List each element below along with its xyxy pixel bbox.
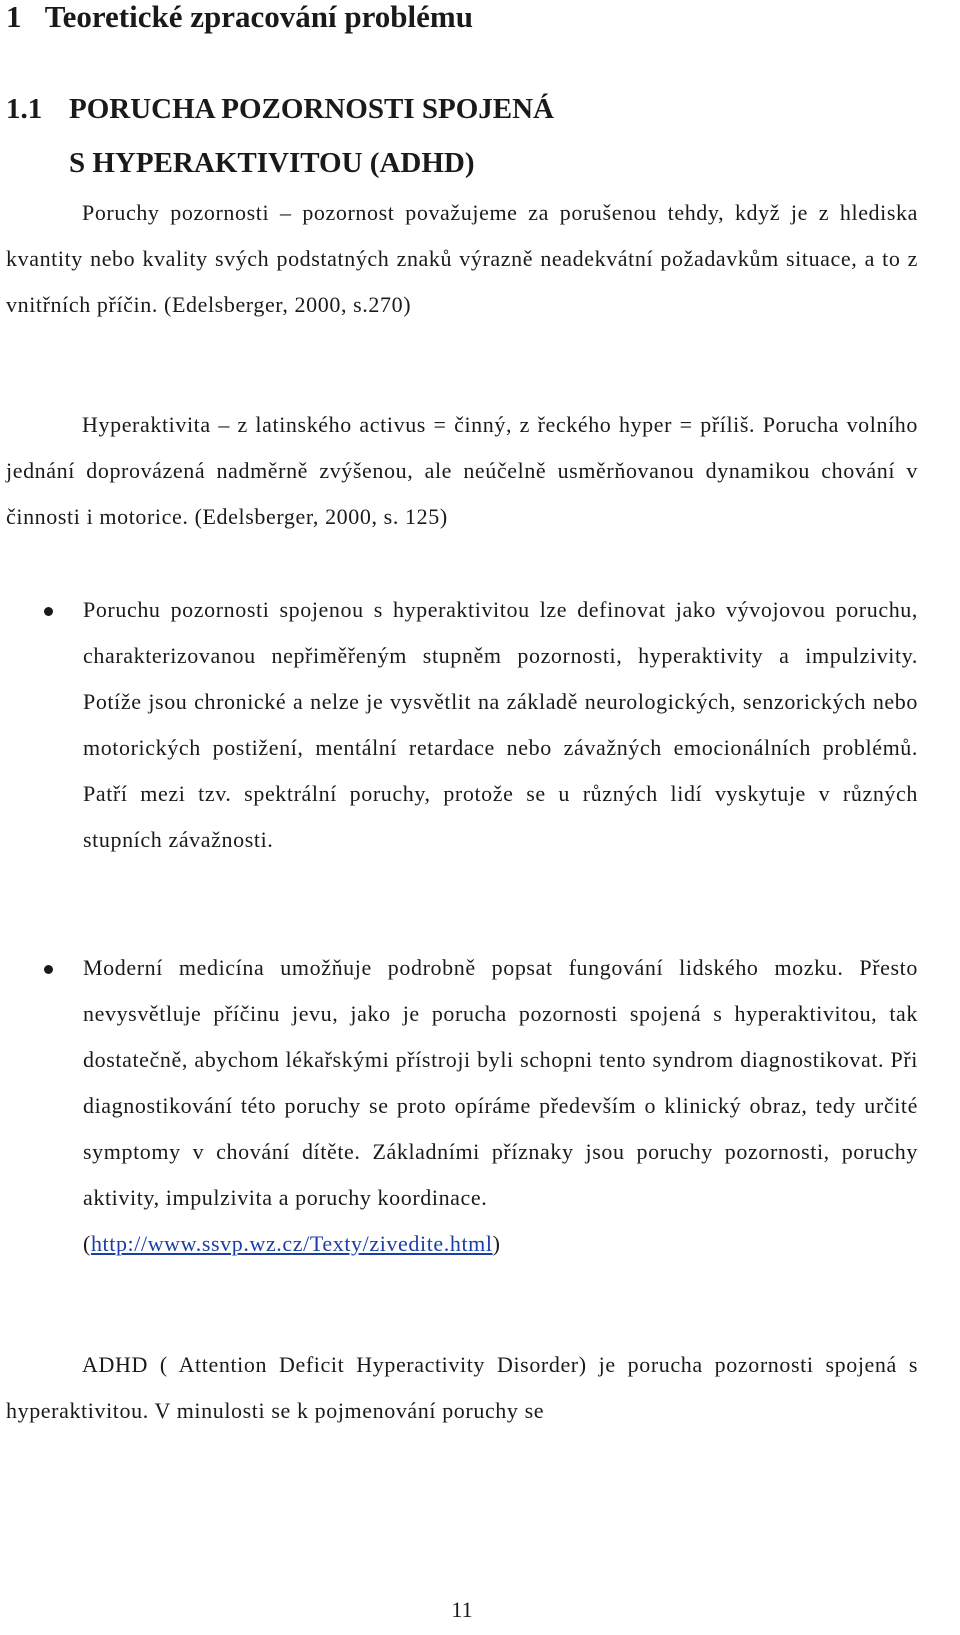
link-open-paren: ( [83, 1231, 91, 1256]
paragraph-text: ADHD ( Attention Deficit Hyperactivity Disorder) je porucha pozornosti spojená s hyperaktivitou. V minulosti se k pojmenování poruchy se [6, 1352, 918, 1423]
paragraph-hyperactivity-definition [6, 402, 918, 540]
list-item-text [83, 945, 918, 1267]
chapter-title: Teoretické zpracování problému [44, 0, 473, 34]
paragraph-text: Poruchy pozornosti – pozornost považujeme za porušenou tehdy, když je z hlediska kvantity nebo kvality svých podstatných znaků výrazně neadekvátní požadavkům situace, a to z vnitřních příčin. (Edelsberger, 2000, s.270) [6, 200, 918, 317]
bullet-icon [44, 607, 53, 616]
paragraph-adhd-intro [6, 1342, 918, 1434]
section-number: 1.1 [6, 93, 43, 125]
chapter-heading [6, 0, 473, 34]
chapter-number: 1 [6, 0, 22, 34]
page-number: 11 [451, 1597, 473, 1622]
paragraph-text: Hyperaktivita – z latinského activus = činný, z řeckého hyper = příliš. Porucha volního jednání doprovázená nadměrně zvýšenou, ale neúčelně usměrňovanou dynamikou chování v činnosti i motorice. (Edelsberger, 2000, s. 125) [6, 412, 918, 529]
list-item-text: Poruchu pozornosti spojenou s hyperaktivitou lze definovat jako vývojovou poruchu, charakterizovanou nepřiměřeným stupněm pozornosti, hyperaktivity a impulzivity. Potíže jsou chronické a nelze je vysvětlit na základě neurologických, senzorických nebo motorických postižení, mentální retardace nebo závažných emocionálních problémů. Patří mezi tzv. spektrální poruchy, protože se u různých lidí vyskytuje v různých stupních závažnosti. [83, 597, 918, 852]
link-close-paren: ) [492, 1231, 501, 1256]
bullet-icon [44, 965, 53, 974]
list-item-body: Moderní medicína umožňuje podrobně popsat fungování lidského mozku. Přesto nevysvětluje příčinu jevu, jako je porucha pozornosti spojená s hyperaktivitou, tak dostatečně, abychom lékařskými přístroji byli schopni tento syndrom diagnostikovat. Při diagnostikování této poruchy se proto opíráme především o klinický obraz, tedy určité symptomy v chování dítěte. Základními příznaky jsou poruchy pozornosti, poruchy aktivity, impulzivita a poruchy koordinace. [83, 955, 918, 1210]
section-title: PORUCHA POZORNOSTI SPOJENÁ S HYPERAKTIVITOU (ADHD) [69, 93, 554, 179]
source-link[interactable]: http://www.ssvp.wz.cz/Texty/zivedite.html [90, 1231, 493, 1256]
paragraph-attention-definition [6, 190, 918, 328]
